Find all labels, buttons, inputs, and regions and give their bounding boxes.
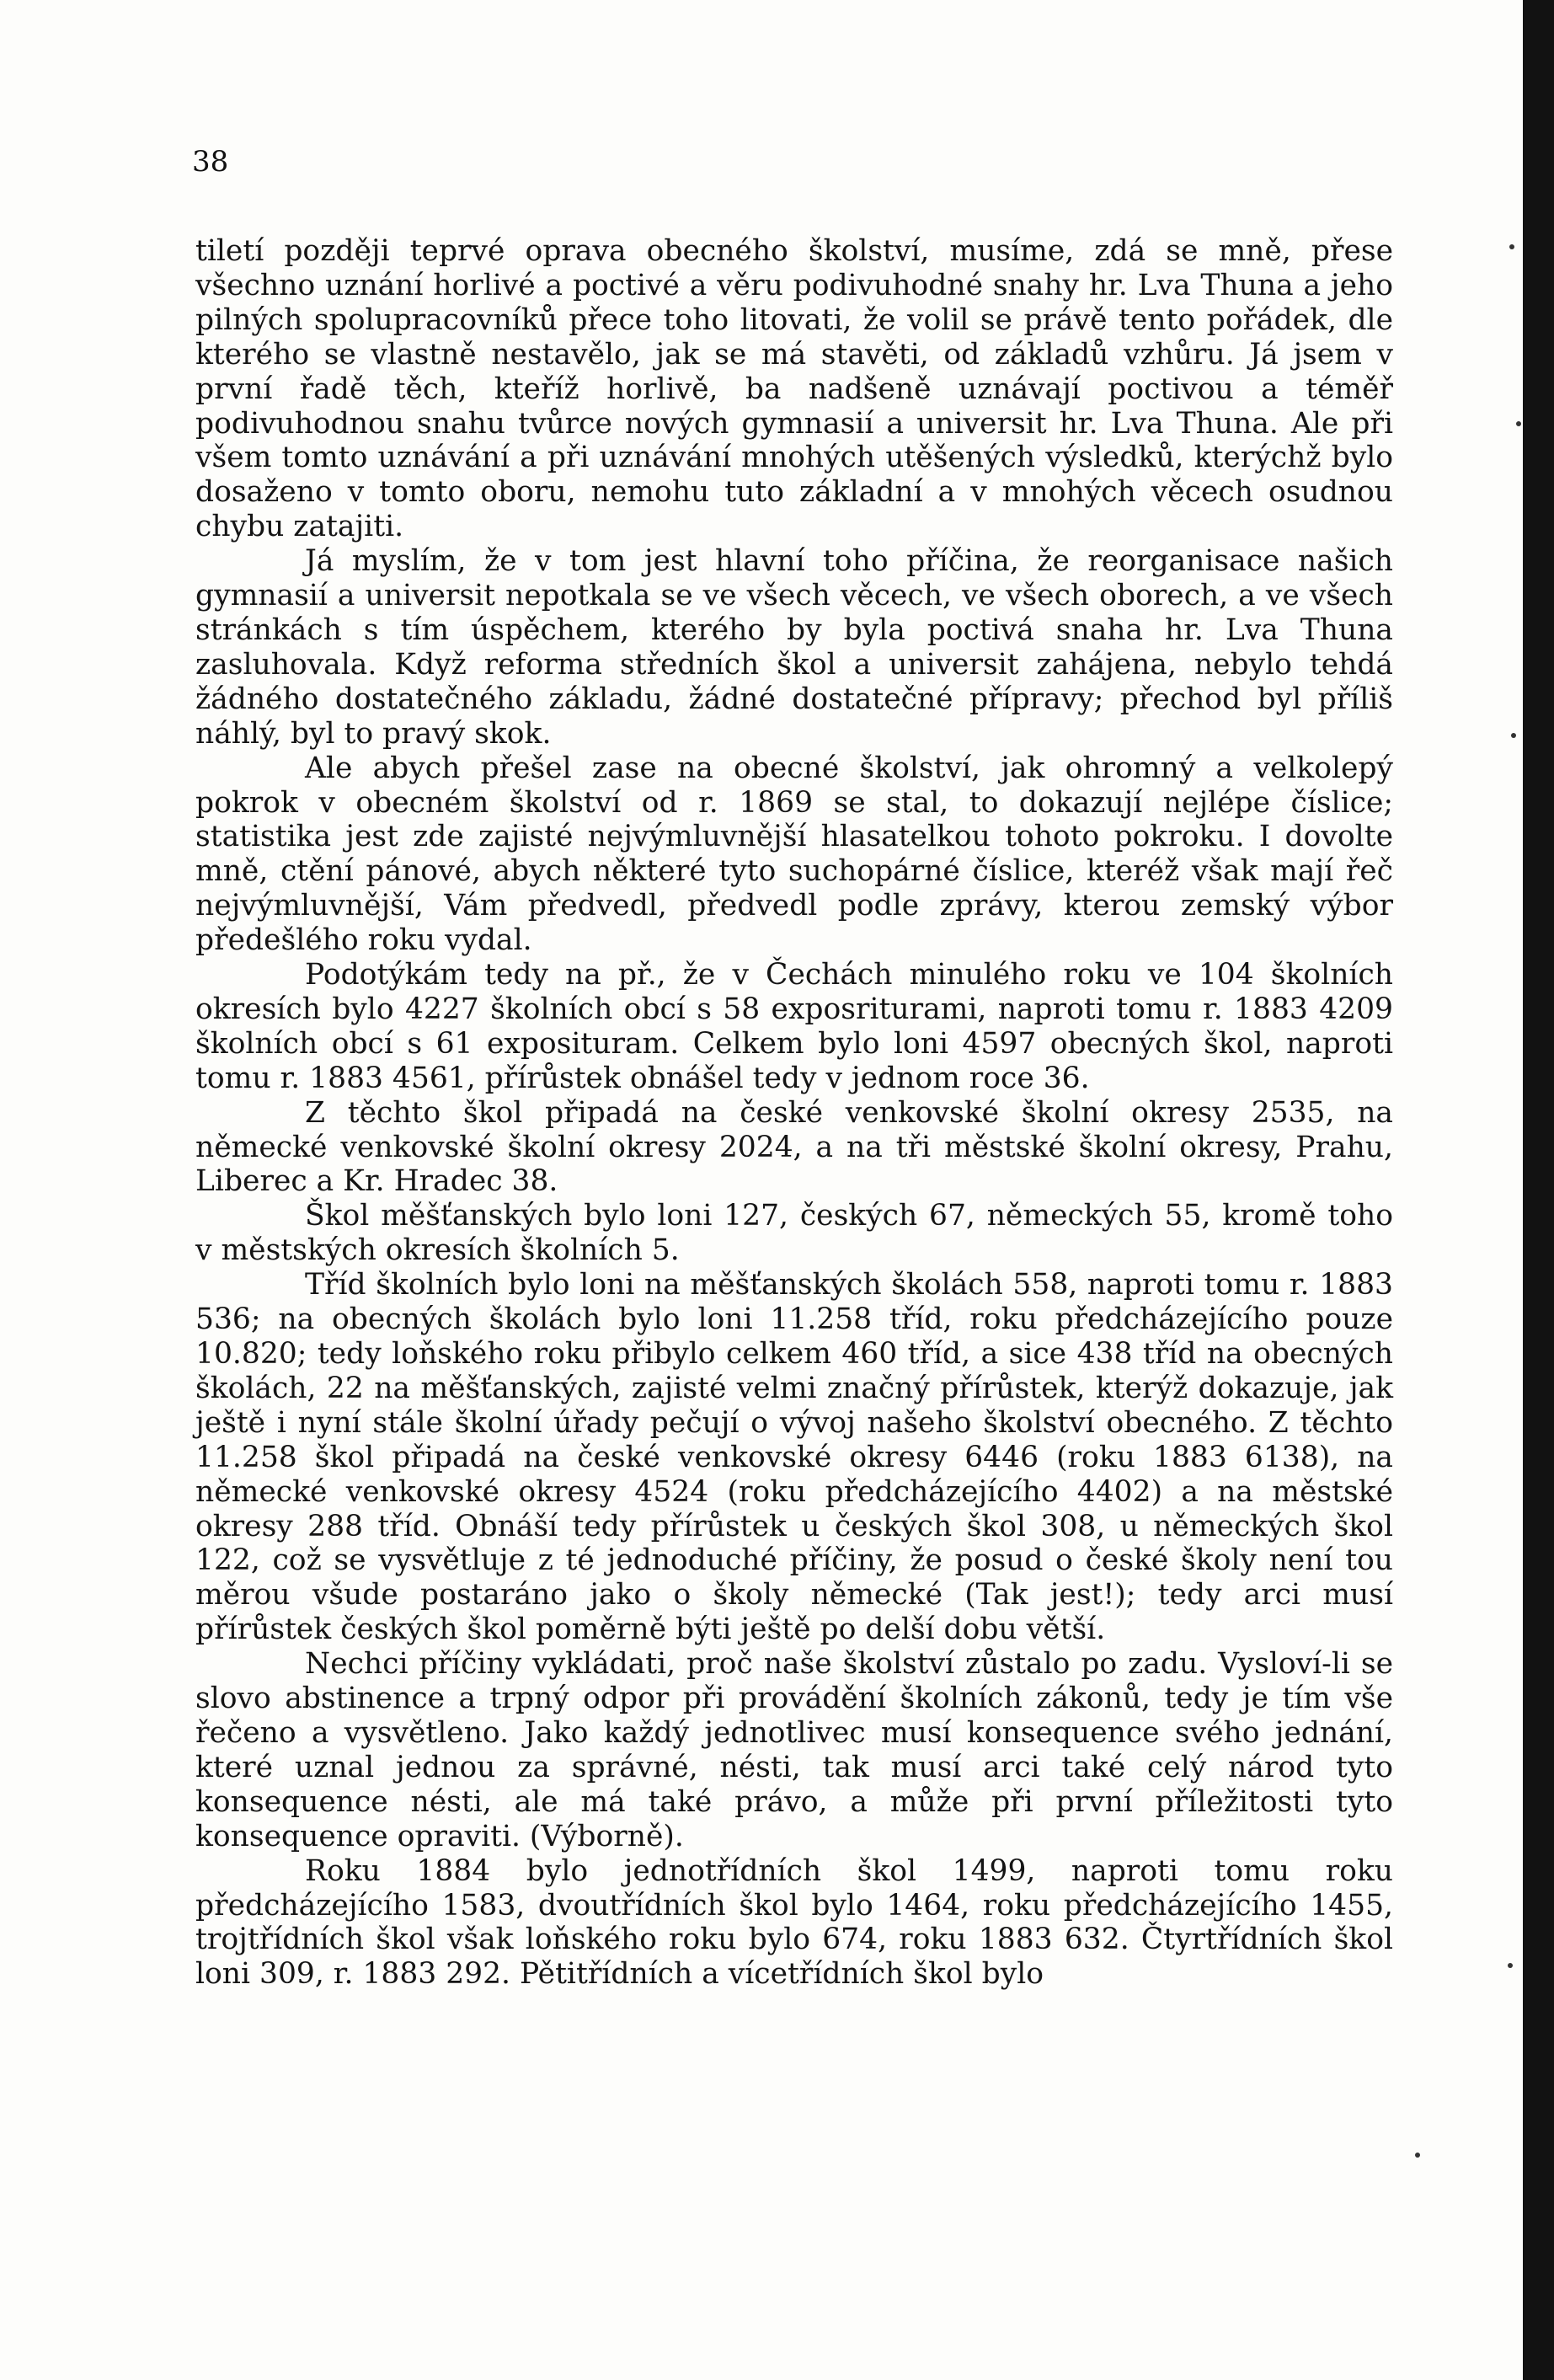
paragraph: Roku 1884 bylo jednotřídních škol 1499, naproti tomu roku předcházejícího 1583, dvoutřídních škol bylo 1464, roku předcházejícího 1455, trojtřídních škol však loňského roku bylo 674, roku 1883 632. Čtyrtřídních škol loni 309, r. 1883 292. Pětitřídních a vícetřídních škol bylo (195, 1853, 1393, 1992)
scan-speck (1415, 2153, 1420, 2158)
paragraph: Z těchto škol připadá na české venkovské školní okresy 2535, na německé venkovské školní okresy 2024, a na tři městské školní okresy, Prahu, Liberec a Kr. Hradec 38. (195, 1095, 1393, 1199)
scan-speck (1511, 733, 1516, 738)
paragraph: Tříd školních bylo loni na měšťanských školách 558, naproti tomu r. 1883 536; na obecných školách bylo loni 11.258 tříd, roku předcházejícího pouze 10.820; tedy loňského roku přibylo celkem 460 tříd, a sice 438 tříd na obecných školách, 22 na měšťanských, zajisté velmi značný přírůstek, kterýž dokazuje, jak ještě i nyní stále školní úřady pečují o vývoj našeho školství obecného. Z těchto 11.258 škol připadá na české venkovské okresy 6446 (roku 1883 6138), na německé venkovské okresy 4524 (roku předcházejícího 4402) a na městské okresy 288 tříd. Obnáší tedy přírůstek u českých škol 308, u německých škol 122, což se vysvětluje z té jednoduché příčiny, že posud o české školy není tou měrou všude postaráno jako o školy německé (Tak jest!); tedy arci musí přírůstek českých škol poměrně býti ještě po delší dobu větší. (195, 1268, 1393, 1647)
scan-speck (1508, 1963, 1513, 1968)
paragraph: Škol měšťanských bylo loni 127, českých 67, německých 55, kromě toho v městských okresích školních 5. (195, 1199, 1393, 1268)
paragraph: tiletí později teprvé oprava obecného školství, musíme, zdá se mně, přese všechno uznání horlivé a poctivé a věru podivuhodné snahy hr. Lva Thuna a jeho pilných spolupracovníků přece toho litovati, že volil se právě tento pořádek, dle kterého se vlastně nestavělo, jak se má stavěti, od základů vzhůru. Já jsem v první řadě těch, kteříž horlivě, ba nadšeně uznávají poctivou a téměř podivuhodnou snahu tvůrce nových gymnasií a universit hr. Lva Thuna. Ale při všem tomto uznávání a při uznávání mnohých utěšených výsledků, kterýchž bylo dosaženo v tomto oboru, nemohu tuto základní a v mnohých věcech osudnou chybu zatajiti. (195, 234, 1393, 544)
scan-speck (1509, 244, 1514, 249)
paragraph: Podotýkám tedy na př., že v Čechách minulého roku ve 104 školních okresích bylo 4227 školních obcí s 58 exposriturami, naproti tomu r. 1883 4209 školních obcí s 61 exposituram. Celkem bylo loni 4597 obecných škol, naproti tomu r. 1883 4561, přírůstek obnášel tedy v jednom roce 36. (195, 958, 1393, 1095)
paragraph: Ale abych přešel zase na obecné školství, jak ohromný a velkolepý pokrok v obecném školství od r. 1869 se stal, to dokazují nejlépe číslice; statistika jest zde zajisté nejvýmluvnější hlasatelkou tohoto pokroku. I dovolte mně, ctění pánové, abych některé tyto suchopárné číslice, kteréž však mají řeč nejvýmluvnější, Vám předvedl, předvedl podle zprávy, kterou zemský výbor předešlého roku vydal. (195, 751, 1393, 958)
paragraph: Já myslím, že v tom jest hlavní toho příčina, že reorganisace našich gymnasií a universit nepotkala se ve všech věcech, ve všech oborech, a ve všech stránkách s tím úspěchem, kterého by byla poctivá snaha hr. Lva Thuna zasluhovala. Když reforma středních škol a universit zahájena, nebylo tehdá žádného dostatečného základu, žádné dostatečné přípravy; přechod byl příliš náhlý, byl to pravý skok. (195, 544, 1393, 751)
body-text (195, 234, 1393, 1992)
scan-edge (1523, 0, 1554, 2380)
page-number: 38 (192, 145, 229, 179)
scan-speck (1516, 421, 1521, 426)
paragraph: Nechci příčiny vykládati, proč naše školství zůstalo po zadu. Vysloví-li se slovo abstinence a trpný odpor při provádění školních zákonů, tedy je tím vše řečeno a vysvětleno. Jako každý jednotlivec musí konsequence svého jednání, které uznal jednou za správné, nésti, tak musí arci také celý národ tyto konsequence nésti, ale má také právo, a může při první příležitosti tyto konsequence opraviti. (Výborně). (195, 1647, 1393, 1853)
